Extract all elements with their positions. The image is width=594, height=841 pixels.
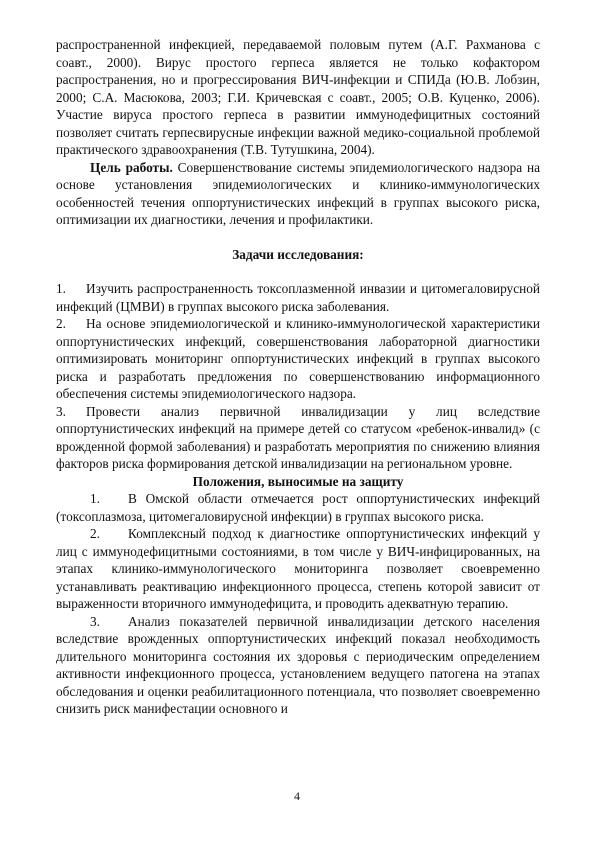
provision-text: Комплексный подход к диагностике оппортунистических инфекций у лиц с иммунодефицитными состояниями, в том числе у ВИЧ-инфицированных, на этапах клинико-иммунологического мониторинга позволяет своевременно устанавливать реактивацию инфекционного процесса, степень которой зависит от выраженности вторичного иммунодефицита, и проводить адекватную терапию. (56, 526, 540, 611)
provision-item (56, 525, 540, 613)
task-item (56, 315, 540, 403)
tasks-heading: Задачи исследования: (232, 246, 364, 262)
task-number: 3. (56, 403, 66, 419)
provision-item (56, 490, 540, 525)
task-item (56, 280, 540, 315)
provision-text: В Омской области отмечается рост оппортунистических инфекций (токсоплазмоза, цитомегаловирусной инфекции) в группах высокого риска. (56, 491, 540, 524)
provision-number: 3. (90, 613, 100, 629)
provision-text: Анализ показателей первичной инвалидизации детского населения вследствие врожденных оппортунистических инфекций показал необходимость длительного мониторинга состояния их здоровья с периодическим определением активности инфекционного процесса, установлением ведущего патогена на этапах обследования и оценки реабилитационного потенциала, что позволяет своевременно снизить риск манифестации основного и (56, 613, 540, 716)
task-text: Провести анализ первичной инвалидизации у лиц вследствие оппортунистических инфекций на примере детей со статусом «ребенок-инвалид» (с врожденной формой заболевания) и разработать мероприятия по снижению влияния факторов риска формирования детской инвалидизации на региональном уровне. (56, 403, 540, 471)
goal-label: Цель работы. (90, 159, 173, 175)
provision-item (56, 613, 540, 718)
provision-number: 1. (90, 491, 100, 506)
task-text: Изучить распространенность токсоплазменной инвазии и цитомегаловирусной инфекций (ЦМВИ) в группах высокого риска заболевания. (56, 281, 540, 314)
provisions-heading: Положения, выносимые на защиту (192, 473, 404, 489)
provision-number: 2. (90, 526, 100, 541)
task-number: 1. (56, 281, 66, 296)
goal-paragraph (56, 159, 540, 229)
task-number: 2. (56, 316, 66, 331)
page-number: 4 (294, 789, 300, 803)
task-item (56, 403, 540, 473)
goal-text: Совершенствование системы эпидемиологического надзора на основе установления эпидемиологических и клинико-иммунологических особенностей течения оппортунистических инфекций в группах высокого риска, оптимизации их диагностики, лечения и профилактики. (56, 159, 541, 227)
task-text: На основе эпидемиологической и клинико-иммунологической характеристики оппортунистических инфекций, совершенствования лабораторной диагностики оптимизировать мониторинг оппортунистических инфекций в группах высокого риска и разработать предложения по совершенствованию информационного обеспечения системы эпидемиологического надзора. (56, 316, 540, 401)
intro-paragraph: распространенной инфекцией, передаваемой половым путем (А.Г. Рахманова с соавт., 2000). Вирус простого герпеса является не только кофактором распространения, но и прогрессирования ВИЧ-инфекции и СПИДа (Ю.В. Лобзин, 2000; С.А. Масюкова, 2003; Г.И. Кричевская с соавт., 2005; О.В. Куценко, 2006). Участие вируса простого герпеса в развитии иммунодефицитных состояний позволяет считать герпесвирусные инфекции важной медико-социальной проблемой практического здравоохранения (Т.В. Тутушкина, 2004). (56, 37, 540, 157)
